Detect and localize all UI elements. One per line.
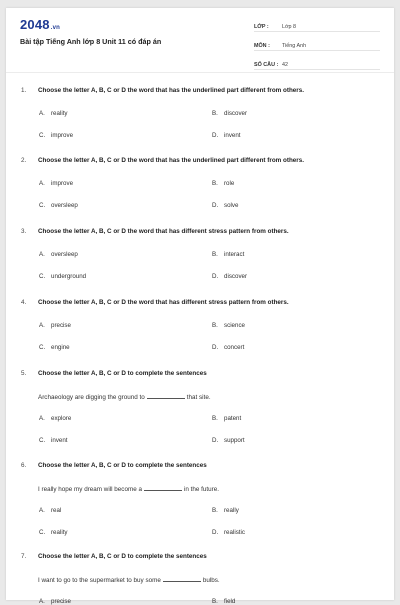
option-text: engine bbox=[51, 344, 70, 351]
question-sentence bbox=[38, 576, 220, 584]
answer-option[interactable] bbox=[212, 132, 241, 139]
option-text: discover bbox=[224, 110, 248, 117]
sentence-before: Archaeology are digging the ground to bbox=[38, 394, 145, 401]
question-prompt: Choose the letter A, B, C or D the word that has the underlined part different from others. bbox=[38, 87, 305, 94]
answer-option[interactable] bbox=[212, 529, 245, 536]
option-text: underground bbox=[51, 273, 87, 280]
option-letter: A. bbox=[39, 598, 45, 605]
question-number: 3. bbox=[21, 228, 27, 235]
answer-option[interactable] bbox=[39, 273, 86, 280]
document-title: Bài tập Tiếng Anh lớp 8 Unit 11 có đáp án bbox=[20, 37, 162, 46]
option-letter: A. bbox=[39, 507, 45, 514]
answer-option[interactable] bbox=[39, 437, 68, 444]
answer-option[interactable] bbox=[39, 202, 78, 209]
option-letter: A. bbox=[39, 322, 45, 329]
question-number: 7. bbox=[21, 553, 27, 560]
meta-label: LỚP : bbox=[254, 23, 269, 30]
answer-option[interactable] bbox=[39, 529, 68, 536]
question-sentence bbox=[38, 485, 219, 493]
option-text: improve bbox=[51, 132, 74, 139]
meta-info bbox=[254, 17, 380, 74]
option-letter: C. bbox=[39, 273, 46, 280]
answer-option[interactable] bbox=[39, 322, 71, 329]
question-sentence bbox=[38, 393, 211, 401]
question-prompt: Choose the letter A, B, C or D the word that has the underlined part different from others. bbox=[38, 157, 305, 164]
option-text: really bbox=[224, 507, 239, 514]
answer-option[interactable] bbox=[39, 598, 71, 605]
question-prompt: Choose the letter A, B, C or D to complete the sentences bbox=[38, 462, 207, 469]
answer-option[interactable] bbox=[39, 415, 71, 422]
meta-label: MÔN : bbox=[254, 42, 270, 49]
question-number: 2. bbox=[21, 157, 27, 164]
answer-blank bbox=[163, 576, 201, 582]
option-text: patent bbox=[224, 415, 242, 422]
header-divider bbox=[6, 72, 394, 73]
worksheet-header bbox=[6, 8, 394, 74]
question-heading bbox=[21, 157, 304, 164]
option-letter: D. bbox=[212, 273, 219, 280]
option-text: interact bbox=[224, 251, 245, 258]
answer-option[interactable] bbox=[212, 273, 247, 280]
option-letter: A. bbox=[39, 251, 45, 258]
option-letter: D. bbox=[212, 529, 219, 536]
option-text: real bbox=[51, 507, 62, 514]
option-text: field bbox=[224, 598, 236, 605]
option-letter: B. bbox=[212, 110, 218, 117]
option-letter: A. bbox=[39, 110, 45, 117]
option-text: precise bbox=[51, 598, 71, 605]
question-prompt: Choose the letter A, B, C or D to complete the sentences bbox=[38, 553, 207, 560]
sentence-before: I want to go to the supermarket to buy some bbox=[38, 577, 161, 584]
option-letter: C. bbox=[39, 202, 46, 209]
question-heading bbox=[21, 87, 304, 94]
meta-row-subject bbox=[254, 36, 380, 51]
answer-option[interactable] bbox=[212, 598, 235, 605]
option-text: reality bbox=[51, 529, 68, 536]
answer-option[interactable] bbox=[212, 251, 244, 258]
answer-option[interactable] bbox=[39, 180, 73, 187]
option-text: oversleep bbox=[51, 251, 78, 258]
answer-option[interactable] bbox=[212, 322, 245, 329]
question-prompt: Choose the letter A, B, C or D the word that has different stress pattern from others. bbox=[38, 228, 289, 235]
answer-option[interactable] bbox=[39, 344, 70, 351]
sentence-before: I really hope my dream will become a bbox=[38, 486, 142, 493]
question-heading bbox=[21, 553, 207, 560]
option-text: support bbox=[224, 437, 245, 444]
question-prompt: Choose the letter A, B, C or D to complete the sentences bbox=[38, 370, 207, 377]
option-letter: A. bbox=[39, 415, 45, 422]
answer-option[interactable] bbox=[212, 344, 244, 351]
option-text: explore bbox=[51, 415, 72, 422]
question-number: 5. bbox=[21, 370, 27, 377]
answer-blank bbox=[147, 393, 185, 399]
meta-value: 42 bbox=[282, 61, 288, 68]
logo-main: 2048 bbox=[20, 17, 50, 32]
option-text: solve bbox=[224, 202, 239, 209]
option-letter: B. bbox=[212, 598, 218, 605]
question-number: 6. bbox=[21, 462, 27, 469]
option-letter: D. bbox=[212, 202, 219, 209]
option-letter: C. bbox=[39, 437, 46, 444]
option-text: concert bbox=[224, 344, 245, 351]
answer-option[interactable] bbox=[212, 437, 245, 444]
answer-option[interactable] bbox=[212, 415, 241, 422]
answer-option[interactable] bbox=[39, 507, 61, 514]
option-letter: D. bbox=[212, 437, 219, 444]
option-text: invent bbox=[51, 437, 68, 444]
meta-row-grade bbox=[254, 17, 380, 32]
question-heading bbox=[21, 370, 207, 377]
answer-option[interactable] bbox=[212, 180, 234, 187]
question-heading bbox=[21, 299, 289, 306]
option-letter: C. bbox=[39, 344, 46, 351]
option-letter: B. bbox=[212, 415, 218, 422]
sentence-after: bulbs. bbox=[202, 577, 220, 584]
option-letter: B. bbox=[212, 251, 218, 258]
meta-value: Lớp 8 bbox=[282, 23, 297, 30]
question-heading bbox=[21, 228, 289, 235]
sentence-after: that site. bbox=[186, 394, 211, 401]
option-text: improve bbox=[51, 180, 74, 187]
worksheet-page bbox=[6, 8, 394, 605]
question-number: 1. bbox=[21, 87, 27, 94]
option-text: realistic bbox=[224, 529, 245, 536]
option-letter: B. bbox=[212, 322, 218, 329]
question-prompt: Choose the letter A, B, C or D the word that has different stress pattern from others. bbox=[38, 299, 289, 306]
answer-blank bbox=[144, 485, 182, 491]
answer-option[interactable] bbox=[39, 110, 68, 117]
logo-tld: .vn bbox=[50, 25, 61, 31]
option-text: invent bbox=[224, 132, 241, 139]
option-letter: B. bbox=[212, 180, 218, 187]
option-text: role bbox=[224, 180, 235, 187]
question-number: 4. bbox=[21, 299, 27, 306]
question-heading bbox=[21, 462, 207, 469]
site-logo[interactable] bbox=[20, 17, 60, 32]
option-letter: D. bbox=[212, 344, 219, 351]
option-letter: D. bbox=[212, 132, 219, 139]
option-text: discover bbox=[224, 273, 248, 280]
option-letter: C. bbox=[39, 132, 46, 139]
option-letter: A. bbox=[39, 180, 45, 187]
answer-option[interactable] bbox=[212, 507, 239, 514]
option-letter: C. bbox=[39, 529, 46, 536]
option-text: science bbox=[224, 322, 245, 329]
answer-option[interactable] bbox=[212, 110, 247, 117]
answer-option[interactable] bbox=[212, 202, 238, 209]
answer-option[interactable] bbox=[39, 251, 78, 258]
option-text: precise bbox=[51, 322, 71, 329]
meta-label: SỐ CÂU : bbox=[254, 61, 279, 68]
option-text: oversleep bbox=[51, 202, 78, 209]
meta-value: Tiếng Anh bbox=[282, 42, 307, 49]
sentence-after: in the future. bbox=[183, 486, 219, 493]
answer-option[interactable] bbox=[39, 132, 73, 139]
meta-row-count bbox=[254, 55, 380, 70]
option-letter: B. bbox=[212, 507, 218, 514]
option-text: reality bbox=[51, 110, 68, 117]
